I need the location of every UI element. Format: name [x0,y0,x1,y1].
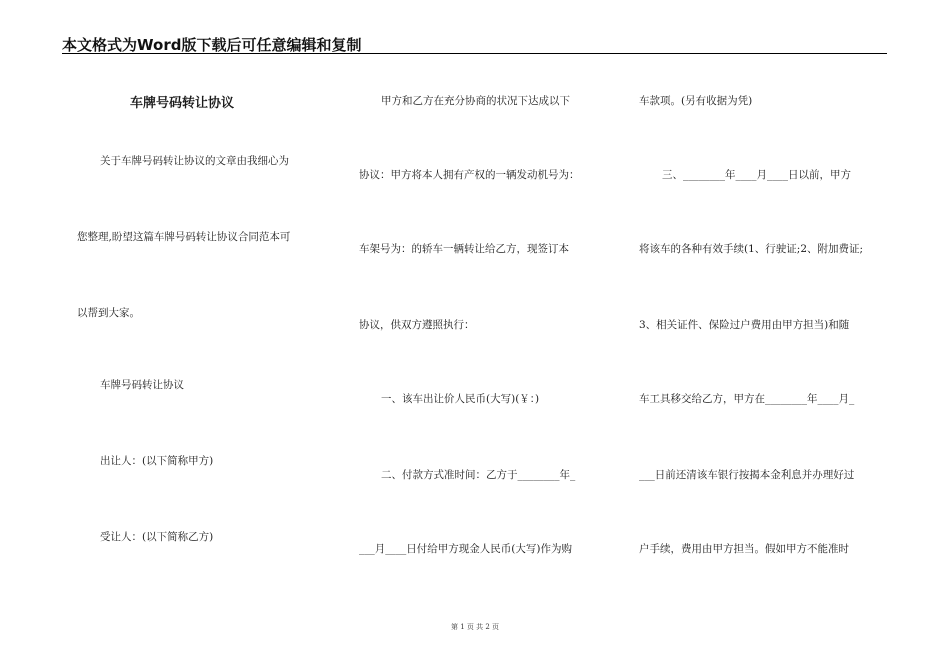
col2-line-3: 车架号为：的轿车一辆转让给乙方，现签订本 [359,243,569,255]
col1-line-4: 车牌号码转让协议 [100,379,184,391]
header-title: 本文格式为Word版下载后可任意编辑和复制 [62,36,362,54]
col2-line-5: 一、该车出让价人民币(大写)(￥：) [381,393,540,405]
col3-line-3: 将该车的各种有效手续(1、行驶证;2、附加费证; [639,243,864,255]
document-title: 车牌号码转让协议 [130,96,235,111]
col2-line-1: 甲方和乙方在充分协商的状况下达成以下 [381,95,570,107]
col1-line-6: 受让人：(以下简称乙方) [100,531,214,543]
col3-line-5: 车工具移交给乙方，甲方在________年____月_ [639,393,855,405]
col3-line-7: 户手续，费用由甲方担当。假如甲方不能准时 [639,543,849,555]
col3-line-2: 三、________年____月____日以前，甲方 [662,169,851,181]
header-divider [62,53,887,54]
col1-line-3: 以帮到大家。 [77,307,140,319]
col1-line-5: 出让人：(以下简称甲方) [100,455,214,467]
col2-line-4: 协议，供双方遵照执行： [359,319,475,331]
col2-line-7: ___月____日付给甲方现金人民币(大写)作为购 [359,543,572,555]
page-number: 第 1 页 共 2 页 [450,623,500,631]
col3-line-4: 3、相关证件、保险过户费用由甲方担当)和随 [639,319,850,331]
col2-line-2: 协议：甲方将本人拥有产权的一辆发动机号为： [359,169,580,181]
col1-line-1: 关于车牌号码转让协议的文章由我细心为 [100,155,289,167]
col2-line-6: 二、付款方式准时间：乙方于________年_ [381,469,576,481]
col3-line-1: 车款项。(另有收据为凭) [639,95,753,107]
col3-line-6: ___日前还清该车银行按揭本金利息并办理好过 [639,469,855,481]
col1-line-2: 您整理,盼望这篇车牌号码转让协议合同范本可 [77,231,291,243]
